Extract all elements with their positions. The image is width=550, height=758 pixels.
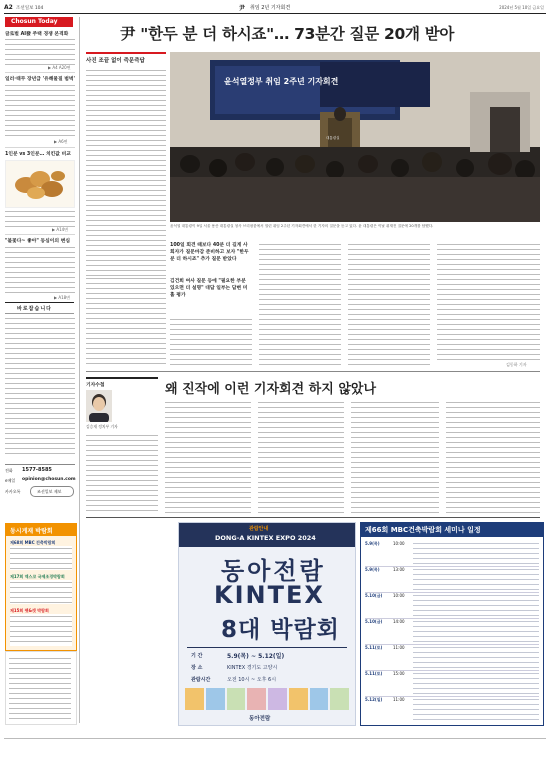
contact-phone-label: 전화 <box>5 468 13 473</box>
column-headline: 왜 진작에 이런 기자회견 하지 않았나 <box>165 382 376 397</box>
seminar-row <box>365 541 539 567</box>
sidebar-item3-headline[interactable]: 1인분 vs 3인분… 치킨값 비교 <box>5 152 71 157</box>
sidebar-item3-body <box>5 209 75 227</box>
photo-caption: 윤석열 대통령이 9일 서울 용산 대통령실 청사 브리핑룸에서 열린 취임 2주년 기자회견에서 한 기자의 질문을 듣고 있다. 윤 대통령은 이날 취재진 질문에 20개를 답했다. <box>170 224 434 228</box>
seminar-date: 5.11(토) <box>365 671 383 676</box>
expo-title-line3: 8대 박람회 <box>221 617 340 643</box>
seminar-row <box>365 593 539 619</box>
sidebar-item4-headline[interactable]: "불꽃다~ 좋아" 동심이의 변심 <box>5 239 71 244</box>
seminar-ad <box>360 522 544 726</box>
columnist-portrait-icon <box>86 390 112 422</box>
seminar-date: 5.12(일) <box>365 697 383 702</box>
article-col3-body <box>259 242 341 366</box>
kakao-report-button[interactable] <box>30 486 74 497</box>
kicker-box <box>86 52 166 65</box>
sidebar-ad <box>5 523 77 651</box>
seminar-date: 5.10(금) <box>365 619 383 624</box>
article-subhead1: 100일 회견 때보다 40분 더 길게 사회자가 질문마감 준비하고 보자 "한두 분 더 하시죠" 추가 질문 받았다 <box>170 243 249 262</box>
section-emblem: 尹 <box>239 5 246 12</box>
seminar-row <box>365 645 539 671</box>
seminar-date: 5.9(목) <box>365 567 380 572</box>
seminar-time: 10:00 <box>393 593 405 598</box>
seminar-row <box>365 567 539 593</box>
columnist-byline: 김승재 정치부 기자 <box>86 424 118 429</box>
expo-venue-value: KINTEX 경기도 고양시 <box>227 665 278 671</box>
seminar-row <box>365 671 539 697</box>
seminar-date: 5.9(목) <box>365 541 380 546</box>
issue-date: 2024년 5월 10일 금요일 <box>499 5 544 10</box>
sidebar-item1-source: ▶ A4 A20면 <box>48 65 71 70</box>
sidebar-item1-body <box>5 37 75 65</box>
expo-hours-label: 관람시간 <box>191 677 211 683</box>
seminar-row <box>365 619 539 645</box>
correction-box <box>5 302 74 314</box>
column-col4 <box>351 400 439 513</box>
expo-org: DONG-A KINTEX EXPO 2024 <box>215 534 316 542</box>
column-col5 <box>446 400 540 513</box>
article-col4-body <box>348 242 430 366</box>
expo-date-label: 기 간 <box>191 653 203 659</box>
expo-venue-label: 장 소 <box>191 665 203 671</box>
seminar-time: 14:00 <box>393 619 405 624</box>
photo-backdrop-title: 윤석열정부 취임 2주년 기자회견 <box>224 77 339 86</box>
article-col5-body <box>437 242 540 360</box>
column-label-box <box>86 377 158 388</box>
seminar-table <box>365 541 539 722</box>
kakao-label: 카카오톡 <box>5 489 21 494</box>
article-col1-bottom <box>86 276 166 366</box>
expo-title-line2: KINTEX <box>214 581 325 609</box>
article-subhead2: 김건희 여사 질문 등에 "필요한 부분 있으면 더 설명" 대답 일부는 답변 미흡 평가 <box>170 279 248 298</box>
article-col2-body <box>170 317 252 367</box>
page-number: A2 <box>4 4 13 11</box>
sidebar-item4-body <box>5 245 75 295</box>
seminar-date: 5.11(토) <box>365 645 383 650</box>
chosun-today-title: Chosun Today <box>11 18 58 25</box>
column-label: 기자수첩 <box>86 383 105 388</box>
press-conference-photo <box>170 52 540 222</box>
sidebar-ad-event2: 제17회 엑스코 국제조경박람회 <box>10 574 65 579</box>
contact-email[interactable]: opinion@chosun.com <box>22 477 76 482</box>
seminar-title: 제66회 MBC건축박람회 세미나 일정 <box>365 526 481 534</box>
sidebar-ad-event3: 제15회 펫&캣 박람회 <box>10 608 49 613</box>
seminar-time: 11:00 <box>393 645 405 650</box>
sidebar-contact-ad <box>5 651 77 725</box>
expo-ad <box>178 522 356 726</box>
seminar-time: 11:00 <box>393 697 405 702</box>
sidebar-item4-source: ▶ A18면 <box>54 295 71 300</box>
kakao-report-label: 조선일보 제보 <box>37 488 62 494</box>
chosun-today-box <box>5 17 73 27</box>
seminar-time: 10:00 <box>393 541 405 546</box>
photo-podium-label: 대통령실 <box>326 136 340 140</box>
expo-sponsor: 동아전람 <box>249 716 271 722</box>
correction-title: 바로잡습니다 <box>17 306 52 312</box>
seminar-time: 15:00 <box>393 671 405 676</box>
sidebar-item2-source: ▶ A6면 <box>54 139 68 144</box>
expo-top-label: 관람안내 <box>249 526 269 532</box>
column-col2 <box>165 400 251 513</box>
expo-exhibit-strip <box>185 688 349 710</box>
section-title: 취임 2년 기자회견 <box>250 5 291 11</box>
expo-title-line1: 동아전람 <box>221 557 326 585</box>
expo-date-value: 5.9(목) ~ 5.12(일) <box>227 653 285 660</box>
sidebar-item2-body <box>5 83 75 139</box>
sidebar-item3-source: ▶ A14면 <box>52 227 69 232</box>
chicken-photo <box>5 160 75 208</box>
fried-chicken-icon <box>6 161 74 207</box>
contact-email-label: e메일 <box>5 478 16 483</box>
contact-phone[interactable]: 1577-8585 <box>22 467 52 473</box>
sidebar-ad-title: 동시게재 박람회 <box>10 528 53 535</box>
seminar-row <box>365 697 539 722</box>
seminar-date: 5.10(금) <box>365 593 383 598</box>
newspaper-name: 조선일보 104 <box>16 6 44 11</box>
correction-body <box>5 316 75 454</box>
seminar-time: 13:00 <box>393 567 405 572</box>
header-rule <box>4 13 546 14</box>
column-col1 <box>86 433 158 513</box>
column-col3 <box>258 400 344 513</box>
columnist-photo <box>86 390 112 422</box>
article-col1-top <box>86 68 166 276</box>
article-byline: 김동하 기자 <box>506 362 527 367</box>
article-kicker: 사진 조끝 없이 즉문즉답 <box>86 58 145 64</box>
sidebar-item1-headline[interactable]: 글로벌 AI發 주택 경쟁 본격화 <box>5 32 69 37</box>
main-headline: 尹 "한두 분 더 하시죠"… 73분간 질문 20개 받아 <box>120 25 455 43</box>
sidebar-item2-headline[interactable]: 일러·태무 장년급 '유해물질 범벅' <box>5 77 75 82</box>
sidebar-ad-event1: 제68회 MBC 건축박람회 <box>10 540 56 545</box>
expo-hours-value: 오전 10시 ~ 오후 6시 <box>227 677 277 683</box>
